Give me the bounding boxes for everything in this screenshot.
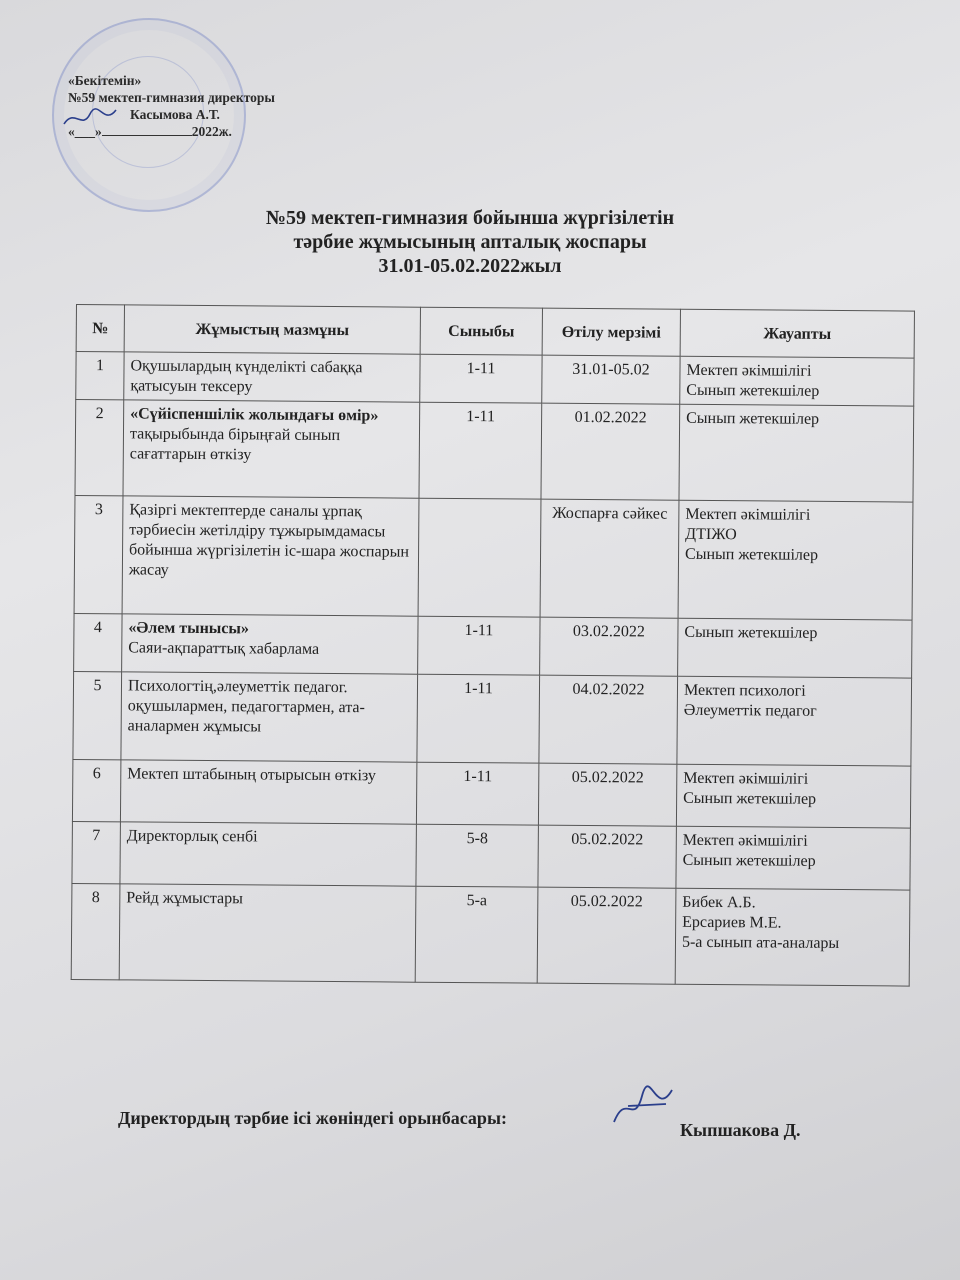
row-content: [124, 352, 420, 402]
table-header-row: [76, 305, 914, 359]
header-number: №: [76, 305, 124, 352]
table-row: [76, 352, 914, 407]
row-responsible: Бибек А.Б. Ерсариев М.Е. 5-а сынып ата-аналары: [675, 888, 910, 986]
row-content-text: Оқушылардың күнделікті сабаққа қатысуын тексеру: [130, 357, 363, 396]
row-class: 5-а: [415, 886, 538, 983]
header-class: Сыныбы: [420, 307, 542, 355]
row-class: 1-11: [416, 762, 538, 825]
deputy-signature: [608, 1082, 678, 1132]
row-date: 05.02.2022: [538, 763, 676, 826]
weekly-plan-table: [71, 304, 915, 987]
row-class: 1-11: [420, 354, 542, 403]
deputy-name: Кыпшакова Д.: [680, 1120, 801, 1140]
row-number: 1: [76, 352, 124, 400]
title-line-2: тәрбие жұмысының апталық жоспары: [293, 231, 647, 253]
row-responsible: Сынып жетекшілер: [679, 404, 914, 502]
row-number: 4: [74, 613, 122, 671]
row-content: [122, 496, 419, 616]
row-content-text: тақырыбында бірыңғай сынып сағаттарын өткізу: [129, 425, 341, 464]
row-content-text: Психологтің,әлеуметтік педагог. оқушылармен, педагогтармен, ата-аналармен жұмысы: [127, 677, 365, 736]
director-signature: [60, 104, 120, 132]
header-content: Жұмыстың мазмұны: [124, 305, 420, 354]
row-content: [121, 672, 418, 762]
row-responsible: Мектеп әкімшілігі ДТІЖО Сынып жетекшілер: [678, 500, 913, 620]
deputy-role: Директордың тәрбие ісі жөніндегі орынбасары:: [118, 1108, 507, 1128]
row-date: 01.02.2022: [541, 403, 680, 500]
table-row: [72, 759, 910, 828]
row-class: 5-8: [416, 824, 538, 887]
table-body: [71, 352, 914, 987]
row-responsible: Мектеп әкімшілігі Сынып жетекшілер: [676, 764, 910, 828]
row-number: 5: [73, 671, 122, 759]
approval-line-1: «Бекітемін»: [68, 73, 142, 88]
row-number: 2: [75, 400, 124, 496]
row-number: 7: [72, 821, 120, 883]
table-row: [73, 671, 912, 766]
table-row: [72, 821, 910, 890]
table-row: [75, 400, 914, 503]
row-responsible: Мектеп әкімшілігі Сынып жетекшілер: [676, 826, 910, 890]
row-date: 31.01-05.02: [542, 355, 680, 404]
row-content-text: Директорлық сенбі: [126, 827, 258, 846]
row-responsible: Мектеп әкімшілігі Сынып жетекшілер: [680, 356, 914, 406]
approval-date-prefix: «___»: [68, 124, 102, 139]
table-row: [74, 613, 912, 678]
header-responsible: Жауапты: [680, 309, 914, 358]
row-content: [120, 760, 416, 824]
row-date: 05.02.2022: [538, 825, 676, 888]
row-class: [418, 498, 541, 617]
approval-line-3: Касымова А.Т.: [130, 107, 220, 122]
approval-date-suffix: 2022ж.: [191, 124, 232, 139]
table-row: [71, 883, 910, 986]
row-number: 3: [74, 495, 123, 613]
document-title: [180, 206, 760, 278]
row-event-title: «Әлем тынысы»: [128, 619, 249, 638]
row-responsible: Сынып жетекшілер: [678, 618, 912, 678]
row-content: [123, 400, 420, 498]
row-content: [120, 822, 416, 886]
row-content-text: Рейд жұмыстары: [126, 889, 243, 908]
row-date: 04.02.2022: [539, 675, 678, 764]
row-content: [119, 884, 416, 982]
row-number: 8: [71, 883, 120, 979]
row-content-text: Қазіргі мектептерде саналы ұрпақ тәрбиесін жетілдіру тұжырымдамасы бойынша жүргізілетін іс-шара жоспарын жасау: [128, 501, 410, 579]
row-event-title: «Сүйіспеншілік жолындағы өмір»: [130, 405, 379, 425]
row-class: 1-11: [419, 402, 542, 499]
row-date: Жоспарға сәйкес: [540, 499, 679, 618]
row-content-text: Мектеп штабының отырысын өткізу: [127, 765, 376, 785]
title-line-3: 31.01-05.02.2022жыл: [378, 255, 562, 277]
row-content: [122, 614, 418, 674]
row-class: 1-11: [418, 616, 540, 675]
row-class: 1-11: [417, 674, 540, 763]
row-content-text: Саяи-ақпараттық хабарлама: [128, 639, 320, 658]
approval-line-2: №59 мектеп-гимназия директоры: [68, 90, 275, 105]
table-row: [74, 495, 913, 620]
title-line-1: №59 мектеп-гимназия бойынша жүргізілетін: [265, 207, 675, 229]
header-date: Өтілу мерзімі: [542, 308, 680, 356]
row-date: 03.02.2022: [540, 617, 678, 676]
row-number: 6: [72, 759, 120, 821]
row-responsible: Мектеп психологі Әлеуметтік педагог: [677, 676, 912, 766]
row-date: 05.02.2022: [537, 887, 676, 984]
